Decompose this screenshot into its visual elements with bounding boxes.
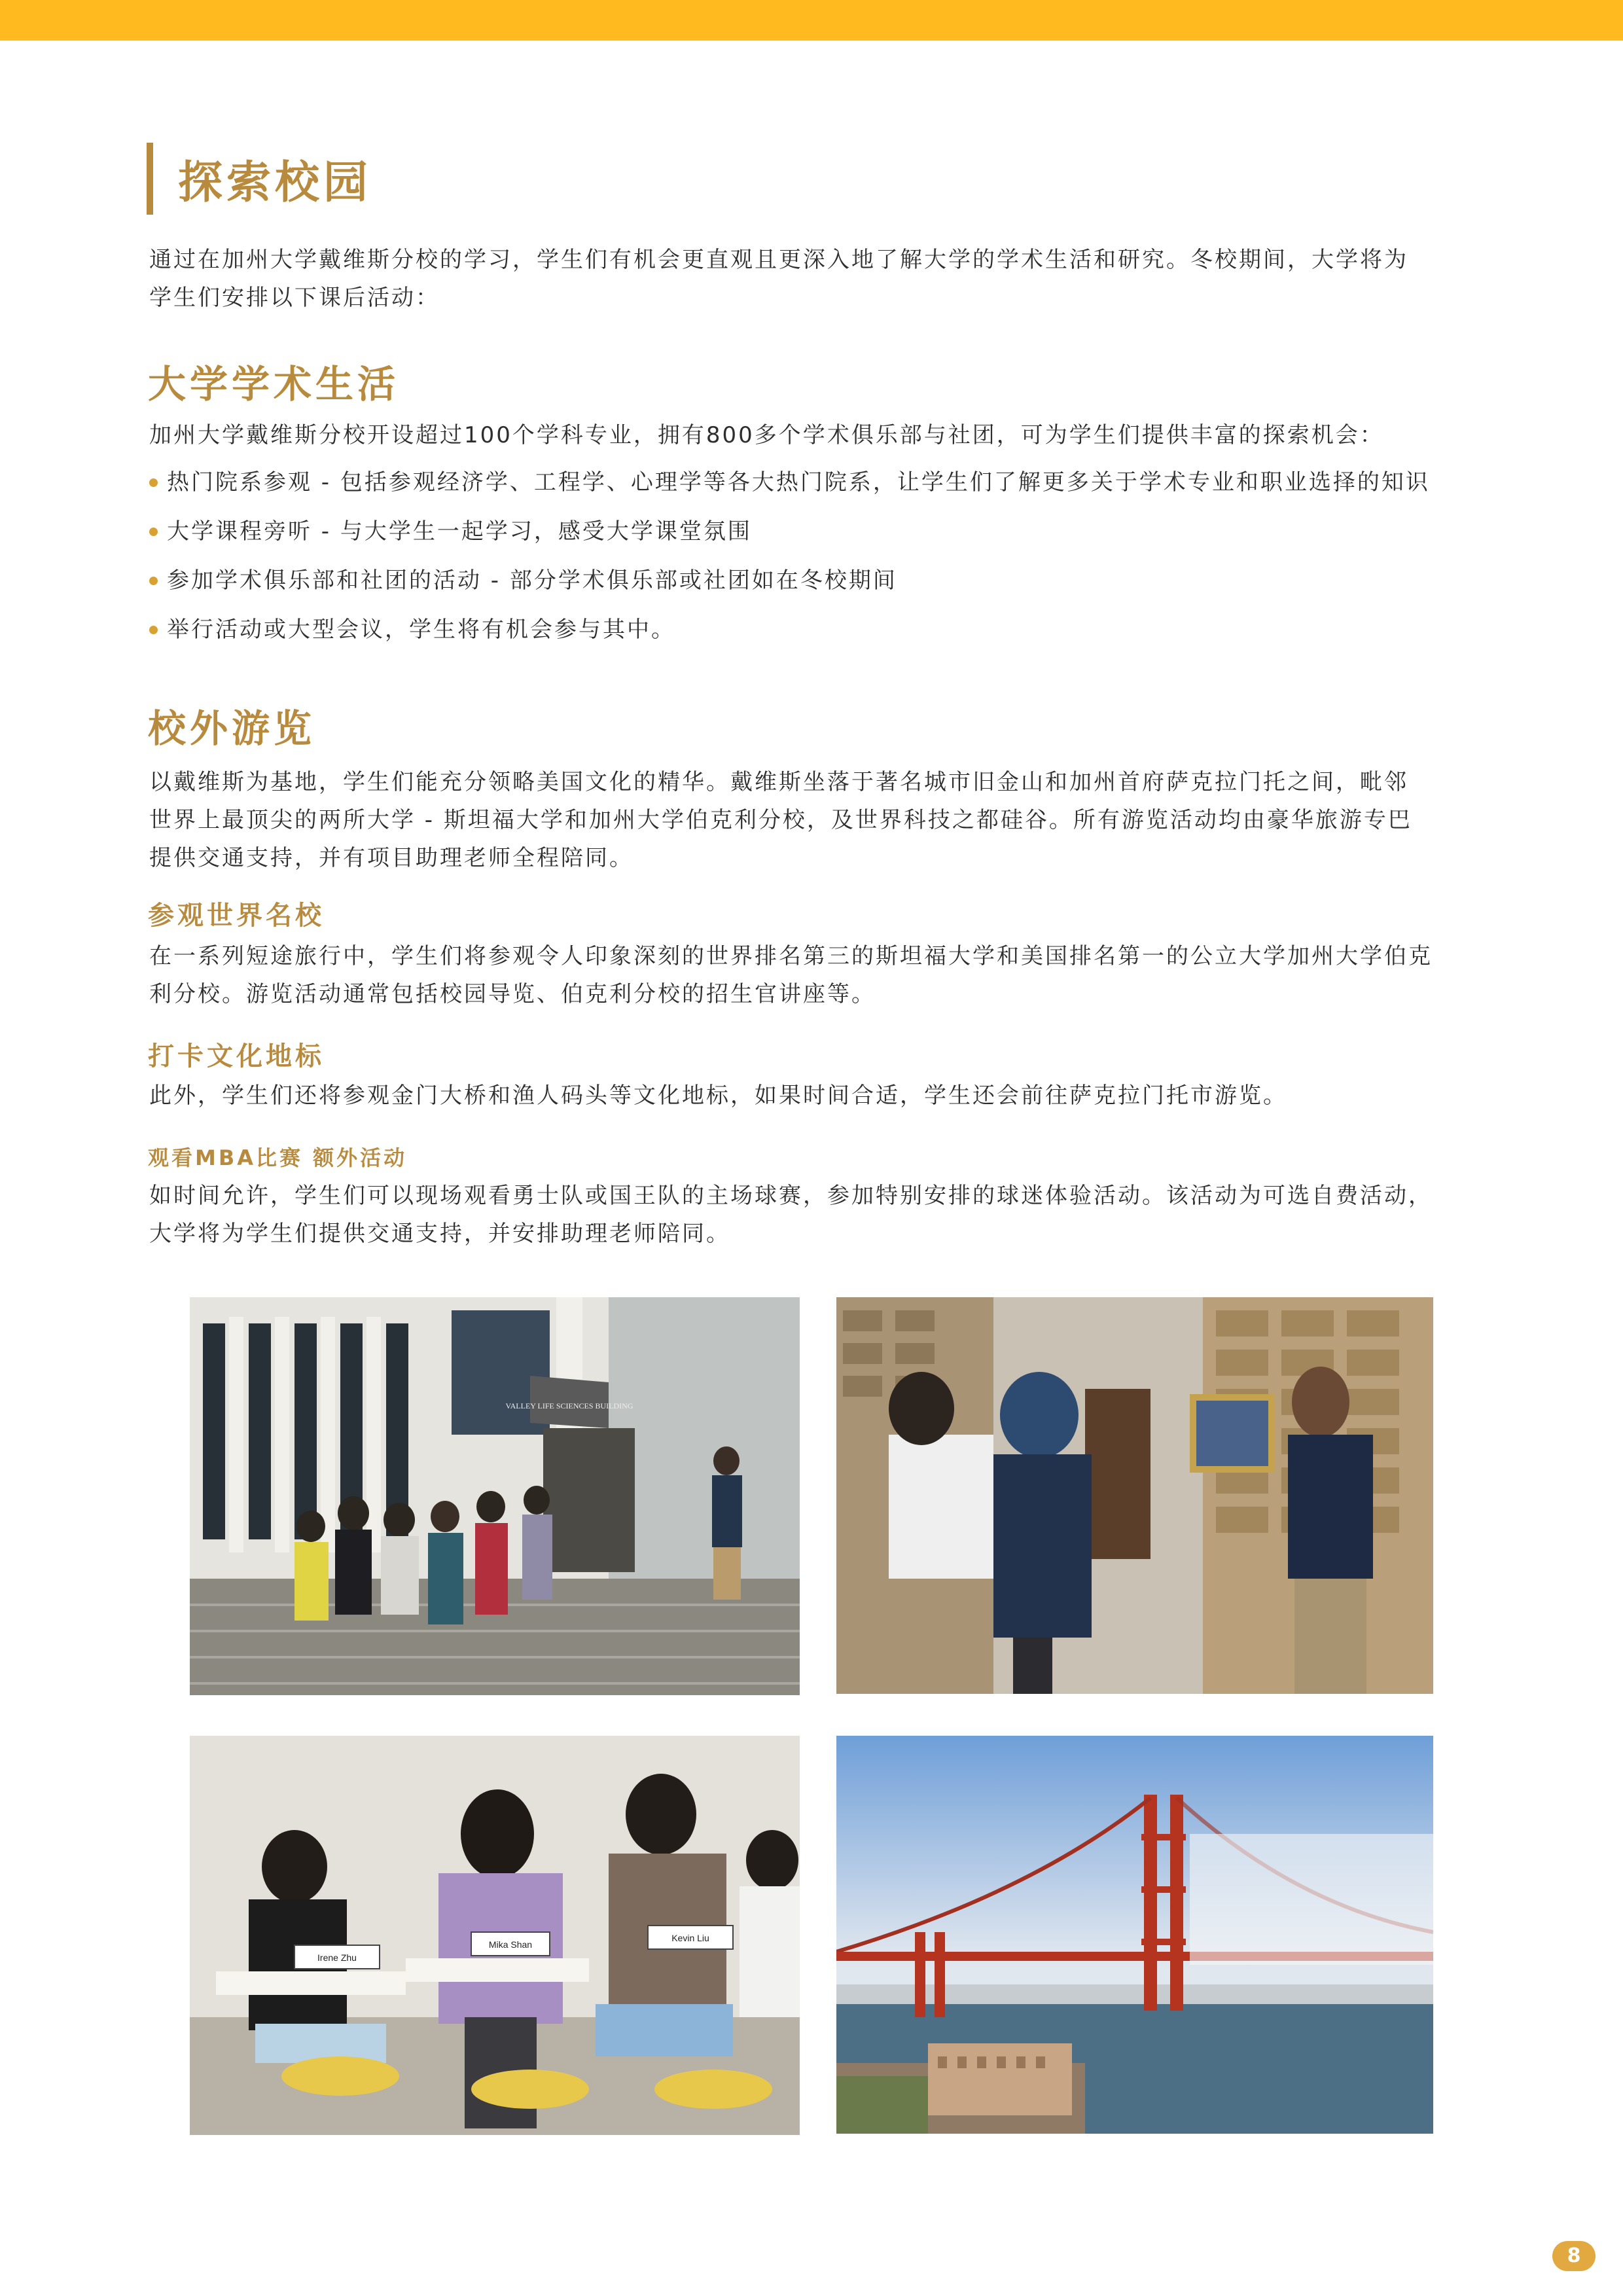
page-title: 探索校园 — [178, 156, 372, 209]
list-item: 热门院系参观 - 包括参观经济学、工程学、心理学等各大热门院系，让学生们了解更多关于学术专业和职业选择的知识 — [149, 458, 1484, 507]
golden-gate-bridge-photo — [836, 1736, 1433, 2134]
bullet-icon — [149, 626, 158, 634]
universities-line-1: 在一系列短途旅行中，学生们将参观令人印象深刻的世界排名第三的斯坦福大学和美国排名第一的公立大学加州大学伯克 — [149, 943, 1433, 969]
academic-text: 加州大学戴维斯分校开设超过100个学科专业，拥有800多个学术俱乐部与社团，可为学生们提供丰富的探索机会： — [149, 422, 1384, 448]
campus-building-photo — [190, 1297, 800, 1695]
mba-heading: 观看MBA比赛 额外活动 — [148, 1145, 408, 1170]
tours-line-2: 世界上最顶尖的两所大学 - 斯坦福大学和加州大学伯克利分校，及世界科技之都硅谷。所有游览活动均由豪华旅游专巴 — [149, 807, 1412, 833]
universities-line-2: 利分校。游览活动通常包括校园导览、伯克利分校的招生官讲座等。 — [149, 981, 876, 1007]
mba-line-2: 大学将为学生们提供交通支持，并安排助理老师陪同。 — [149, 1221, 730, 1247]
landmarks-heading: 打卡文化地标 — [148, 1041, 325, 1071]
bullet-icon — [149, 528, 158, 536]
page-title-block — [147, 143, 372, 215]
top-accent-bar — [0, 0, 1623, 41]
universities-heading: 参观世界名校 — [148, 901, 325, 931]
academic-bullet-list — [149, 458, 1484, 655]
name-tag-1: Irene Zhu — [317, 1952, 357, 1963]
classroom-photo — [190, 1736, 800, 2135]
building-sign: VALLEY LIFE SCIENCES BUILDING — [505, 1401, 633, 1410]
intro-line-1: 通过在加州大学戴维斯分校的学习，学生们有机会更直观且更深入地了解大学的学术生活和研究。冬校期间，大学将为 — [149, 247, 1408, 273]
tours-line-1: 以戴维斯为基地，学生们能充分领略美国文化的精华。戴维斯坐落于著名城市旧金山和加州首府萨克拉门托之间，毗邻 — [149, 769, 1408, 795]
list-item: 大学课程旁听 - 与大学生一起学习，感受大学课堂氛围 — [149, 507, 1484, 556]
intro-line-2: 学生们安排以下课后活动： — [149, 285, 440, 311]
academic-heading: 大学学术生活 — [148, 362, 400, 406]
tours-line-3: 提供交通支持，并有项目助理老师全程陪同。 — [149, 845, 633, 871]
name-tag-3: Kevin Liu — [671, 1933, 709, 1943]
tours-heading: 校外游览 — [148, 706, 316, 751]
title-accent-bar — [147, 143, 153, 215]
name-tag-2: Mika Shan — [488, 1939, 533, 1950]
page-number-badge: 8 — [1552, 2241, 1596, 2271]
mba-line-1: 如时间允许，学生们可以现场观看勇士队或国王队的主场球赛，参加特别安排的球迷体验活动。该活动为可选自费活动， — [149, 1183, 1433, 1209]
list-item: 举行活动或大型会议，学生将有机会参与其中。 — [149, 605, 1484, 655]
bullet-icon — [149, 478, 158, 487]
museum-specimen-photo — [836, 1297, 1433, 1694]
list-item: 参加学术俱乐部和社团的活动 - 部分学术俱乐部或社团如在冬校期间 — [149, 556, 1484, 605]
landmarks-text: 此外，学生们还将参观金门大桥和渔人码头等文化地标，如果时间合适，学生还会前往萨克拉门托市游览。 — [149, 1083, 1287, 1109]
bullet-icon — [149, 577, 158, 585]
